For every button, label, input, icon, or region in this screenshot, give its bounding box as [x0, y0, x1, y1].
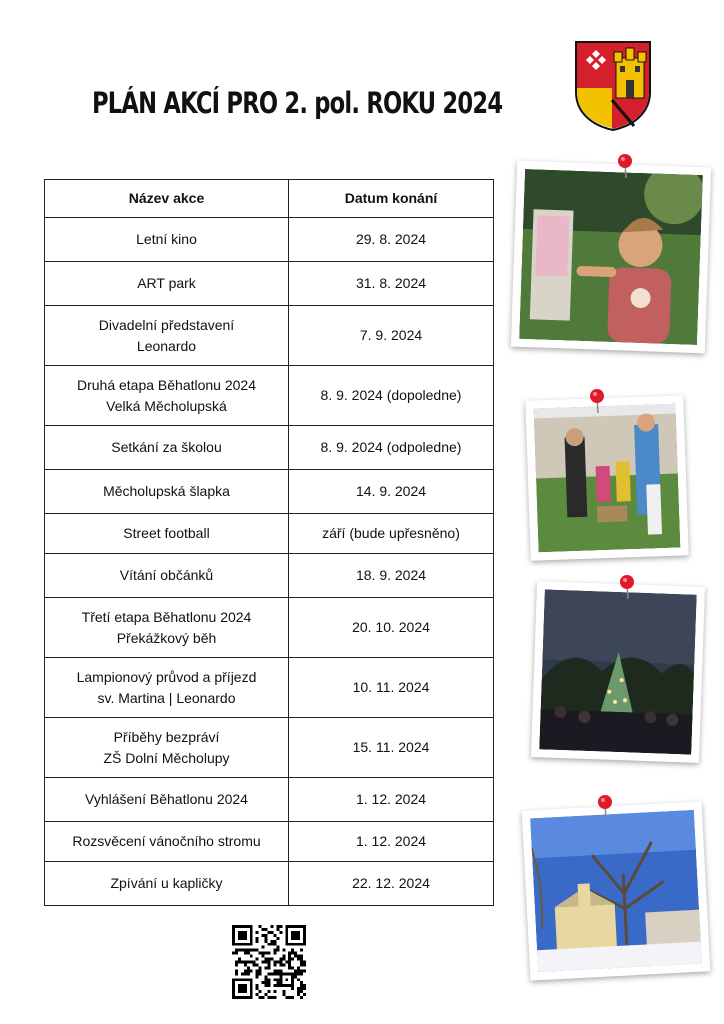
table-row: [45, 598, 494, 658]
event-date-cell: 8. 9. 2024 (dopoledne): [289, 366, 494, 426]
event-date-cell: 8. 9. 2024 (odpoledne): [289, 426, 494, 470]
push-pin-icon: [619, 574, 635, 600]
event-name-line: ZŠ Dolní Měcholupy: [103, 749, 230, 766]
event-name-cell: [45, 822, 289, 862]
event-name-cell: [45, 718, 289, 778]
event-name-line: Zpívání u kapličky: [110, 875, 223, 891]
event-date-cell: 1. 12. 2024: [289, 822, 494, 862]
event-name-line: Překážkový běh: [116, 629, 217, 646]
photo-art-park: [511, 161, 711, 354]
event-date-cell: 18. 9. 2024: [289, 554, 494, 598]
table-row: [45, 470, 494, 514]
event-name-line: Vyhlášení Běhatlonu 2024: [85, 791, 248, 807]
event-date-cell: 15. 11. 2024: [289, 718, 494, 778]
event-name-cell: [45, 598, 289, 658]
event-name-cell: [45, 658, 289, 718]
photo-theatre: [525, 395, 688, 560]
event-name-cell: [45, 262, 289, 306]
push-pin-icon: [617, 153, 633, 179]
table-row: [45, 306, 494, 366]
event-name-cell: [45, 778, 289, 822]
event-date-cell: 1. 12. 2024: [289, 778, 494, 822]
event-name-cell: [45, 862, 289, 906]
event-name-line: Velká Měcholupská: [106, 397, 227, 414]
qr-code[interactable]: [232, 925, 306, 999]
event-name-line: Rozsvěcení vánočního stromu: [72, 833, 261, 849]
table-row: [45, 366, 494, 426]
events-table: [44, 179, 494, 906]
event-name-cell: [45, 366, 289, 426]
photo-lantern-procession: [531, 581, 705, 763]
table-row: [45, 718, 494, 778]
event-name-line: Druhá etapa Běhatlonu 2024: [76, 376, 257, 393]
event-name-cell: [45, 426, 289, 470]
event-name-cell: [45, 514, 289, 554]
event-date-cell: 20. 10. 2024: [289, 598, 494, 658]
push-pin-icon: [597, 794, 613, 820]
table-row: [45, 778, 494, 822]
event-date-cell: 22. 12. 2024: [289, 862, 494, 906]
event-name-cell: [45, 554, 289, 598]
event-name-line: Lampionový průvod a příjezd: [76, 668, 257, 685]
event-date-cell: 10. 11. 2024: [289, 658, 494, 718]
event-name-line: Letní kino: [136, 231, 197, 247]
event-date-cell: 14. 9. 2024: [289, 470, 494, 514]
table-row: [45, 514, 494, 554]
event-name-line: Setkání za školou: [111, 439, 222, 455]
table-row: [45, 262, 494, 306]
photo-chapel-winter: [522, 801, 711, 980]
event-name-line: Street football: [123, 525, 210, 541]
event-name-cell: [45, 218, 289, 262]
event-date-cell: 7. 9. 2024: [289, 306, 494, 366]
event-date-cell: 31. 8. 2024: [289, 262, 494, 306]
table-row: [45, 658, 494, 718]
event-name-line: Měcholupská šlapka: [103, 483, 230, 499]
page-title: PLÁN AKCÍ PRO 2. pol. ROKU 2024: [92, 86, 503, 120]
event-name-line: Příběhy bezpráví: [113, 728, 220, 745]
table-row: [45, 426, 494, 470]
event-name-cell: [45, 470, 289, 514]
coat-of-arms-logo: [574, 40, 652, 132]
table-row: [45, 218, 494, 262]
header-event-name: Název akce: [45, 180, 289, 218]
event-name-line: ART park: [137, 275, 196, 291]
table-row: [45, 822, 494, 862]
event-name-cell: [45, 306, 289, 366]
event-name-line: sv. Martina | Leonardo: [97, 689, 236, 706]
event-date-cell: 29. 8. 2024: [289, 218, 494, 262]
header-event-date: Datum konání: [289, 180, 494, 218]
table-row: [45, 862, 494, 906]
event-name-line: Třetí etapa Běhatlonu 2024: [81, 608, 252, 625]
event-name-line: Leonardo: [136, 337, 197, 354]
table-row: [45, 554, 494, 598]
event-name-line: Vítání občánků: [119, 567, 214, 583]
event-date-cell: září (bude upřesněno): [289, 514, 494, 554]
event-name-line: Divadelní představení: [98, 316, 235, 333]
table-header-row: [45, 180, 494, 218]
push-pin-icon: [589, 388, 605, 414]
